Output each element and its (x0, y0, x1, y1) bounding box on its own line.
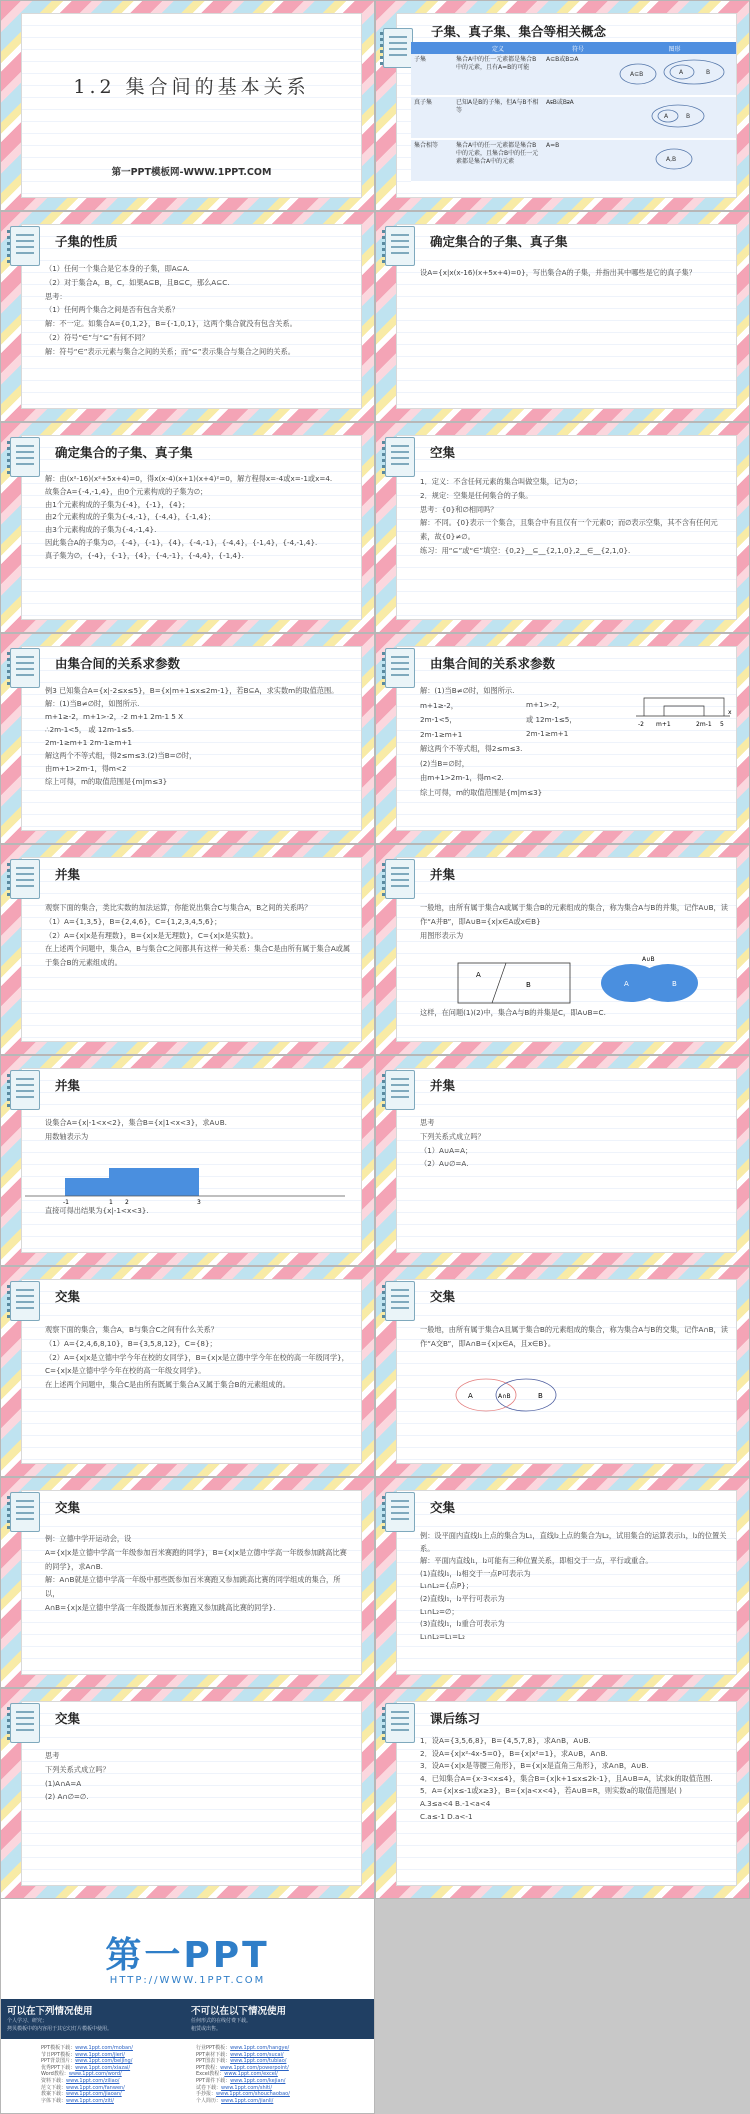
venn-label: A (476, 971, 481, 979)
notebook-icon (385, 1070, 415, 1110)
row-symbol: A⊆B或B⊇A (543, 54, 613, 96)
slide-find-subsets-question[interactable] (375, 211, 750, 422)
slide-find-subsets-answer[interactable] (0, 422, 375, 633)
link-url[interactable]: www.1ppt.com/ziti/ (66, 2097, 114, 2104)
can-use-item: 个人学习、研究； (7, 2018, 48, 2024)
text-line: （1）A∪A=A； (420, 1145, 473, 1155)
text-line: 综上可得，m的取值范围是{m|m≤3} (420, 787, 543, 797)
text-line: 2．规定：空集是任何集合的子集。 (420, 490, 533, 500)
axis-label: 2 (125, 1199, 129, 1206)
slide-union-example[interactable] (0, 1055, 375, 1266)
text-line: 解：不一定。如集合A={0,1,2}，B={-1,0,1}，这两个集合就没有包含关系。 (45, 319, 297, 329)
slide-concepts[interactable] (375, 0, 750, 211)
can-use-item: 拷贝模板中的内容用于其它幻灯片模板中使用。 (7, 2026, 113, 2032)
venn-label: A (679, 69, 684, 76)
link-url[interactable]: www.1ppt.com/moban/ (75, 2045, 133, 2051)
number-line-diagram (634, 692, 734, 732)
link-label: 范文下载： (41, 2084, 67, 2091)
link-url[interactable]: www.1ppt.com/shouchaobao/ (216, 2091, 290, 2098)
axis-label: -2 (638, 721, 644, 728)
text-line: 解：由(x²-16)(x²+5x+4)=0，得x(x-4)(x+1)(x+4)²=0，解方程得x=-4或x=-1或x=4. (45, 474, 333, 483)
text-line: (3)直线l₁，l₂重合可表示为 (420, 1619, 505, 1629)
slide-parameter-example[interactable] (0, 633, 375, 844)
slide-title: 交集 (430, 1289, 456, 1304)
notebook-icon (385, 1703, 415, 1743)
text-line: A∩B={x|x是立德中学高一年级既参加百米赛跑又参加跳高比赛的同学}. (45, 1602, 276, 1612)
text-line: 5．A={x|x≤-1或x≥3}，B={x|a<x<4}，若A∪B=R，则实数a的取值范围是( ) (420, 1786, 682, 1796)
row-definition: 集合A中的任一元素都是集合B中的元素，且集合B中的任一元素都是集合A中的元素 (453, 139, 543, 182)
notebook-icon (10, 1070, 40, 1110)
table-row (411, 54, 736, 96)
text-line: 或 12m-1≤5， (526, 714, 577, 724)
link-url[interactable]: www.1ppt.com/kejian/ (230, 2077, 286, 2084)
text-line: （2）A∪∅=A. (420, 1159, 469, 1169)
text-line: 思考 (420, 1118, 435, 1127)
slide-title: 交集 (55, 1500, 81, 1515)
link-label: PPT背景图片： (41, 2058, 76, 2065)
slide-title: 并集 (430, 1078, 456, 1093)
slide-intersection-think[interactable] (0, 1688, 375, 1899)
link-label: 教案下载： (41, 2091, 67, 2098)
text-line: 思考： (45, 291, 67, 301)
row-definition: 集合A中的任一元素都是集合B中的元素，且有A=B的可能 (453, 54, 543, 96)
interval-b (664, 706, 704, 716)
text-line: 由m+1>2m-1，得m<2 (45, 764, 127, 773)
text-line: 下列关系式成立吗？ (420, 1131, 485, 1141)
text-line: m+1≥-2， (420, 700, 458, 710)
link-row (41, 2091, 221, 2098)
link-url[interactable]: www.1ppt.com/word/ (68, 2071, 122, 2078)
interval-a (644, 698, 724, 716)
text-line: m+1≥-2，m+1>-2，-2 m+1 2m-1 5 X (45, 712, 184, 721)
text-line: 设集合A={x|-1<x<2}，集合B={x|1<x<3}，求A∪B. (45, 1118, 227, 1127)
slide-union-think[interactable] (375, 1055, 750, 1266)
link-url[interactable]: www.1ppt.com/shiti/ (221, 2084, 273, 2091)
notebook-icon (385, 1281, 415, 1321)
slide-body (420, 266, 729, 280)
venn-label: A (664, 113, 669, 120)
footer-promo (0, 1898, 375, 2114)
link-label: 手抄报： (196, 2091, 217, 2098)
slide-intersection-definition[interactable] (375, 1266, 750, 1477)
link-url[interactable]: www.1ppt.com/sucai/ (230, 2051, 284, 2058)
text-line: 思考：{0}和∅相同吗？ (420, 504, 498, 514)
notebook-icon (10, 1281, 40, 1321)
text-line: 在上述两个问题中，集合C是由所有既属于集合A又属于集合B的元素组成的。 (45, 1380, 290, 1390)
slide-paper (396, 224, 737, 409)
axis-label: -1 (63, 1199, 69, 1206)
subset-venn-diagram (616, 56, 726, 90)
text-line: 2m-1<5， (420, 715, 457, 724)
slide-body (420, 1735, 729, 1823)
slide-intersection-lines[interactable] (375, 1477, 750, 1688)
concept-table (411, 42, 736, 183)
venn-label: B (672, 980, 677, 988)
text-line: 由m+1>2m-1，得m<2. (420, 773, 504, 782)
text-line: (1)直线l₁，l₂相交于一点P可表示为 (420, 1568, 531, 1578)
text-line: 直接可得出结果为{x|-1<x<3}. (45, 1205, 149, 1215)
slide-title: 并集 (55, 867, 81, 882)
slide-body (45, 1532, 354, 1615)
divider-line (492, 963, 506, 1003)
text-line: 在上述两个问题中，集合A，B与集合C之间都具有这样一种关系：集合C是由所有属于集合A或属于集合B的元素组成的。 (45, 944, 351, 968)
link-row (196, 2091, 376, 2098)
text-line: 练习：用“⊆”或“∈”填空：{0,2}__⊆__{2,1,0},2__∈__{2,1,0}. (420, 545, 631, 555)
interval-b-bar (109, 1168, 199, 1196)
table-header: 图形 (613, 42, 736, 54)
text-line: 设A={x|x(x-16)(x+5x+4)=0}，写出集合A的子集，并指出其中哪些是它的真子集？ (420, 268, 696, 277)
link-row (196, 2071, 376, 2078)
link-url[interactable]: www.1ppt.com/excel/ (224, 2071, 278, 2078)
row-name: 子集 (411, 54, 453, 96)
text-line: （2）A={x|x是有理数}，B={x|x是无理数}，C={x|x是实数}。 (45, 930, 258, 940)
cannot-use-item: 任何形式的在线付费下载。 (191, 2018, 252, 2024)
link-label: 字体下载： (41, 2097, 67, 2104)
link-label: 优秀PPT下载： (41, 2064, 76, 2071)
link-url[interactable]: www.1ppt.com/tubiao/ (230, 2058, 287, 2065)
text-line: 观察下面的集合，集合A，B与集合C之间有什么关系？ (45, 1325, 218, 1334)
text-line: 解：平面内直线l₁，l₂可能有三种位置关系，即相交于一点，平行或重合。 (420, 1556, 653, 1566)
table-row (411, 96, 736, 139)
venn-label: A (468, 1392, 473, 1400)
notebook-icon (383, 28, 413, 68)
link-label: PPT教程： (196, 2064, 221, 2071)
table-header-row (411, 42, 736, 54)
table-header: 符号 (543, 42, 613, 54)
slide-title: 交集 (430, 1500, 456, 1515)
text-line: （2）对于集合A，B，C，如果A⊆B，且B⊆C，那么A⊆C. (45, 277, 230, 287)
slide-empty-set[interactable] (375, 422, 750, 633)
text-line: (2)当B=∅时， (420, 758, 469, 768)
link-row (41, 2098, 221, 2105)
text-line: (2) A∩∅=∅. (45, 1792, 89, 1802)
text-line: A.3≤a<4 B.-1<a<4 (420, 1798, 491, 1808)
link-url[interactable]: www.1ppt.com/jianli/ (221, 2097, 274, 2104)
link-url[interactable]: www.1ppt.com/jiaoan/ (66, 2091, 122, 2098)
text-line: 4．已知集合A={x-3<x≤4}，集合B={x|k+1≤x≤2k-1}，且A∪B=A，试求k的取值范围. (420, 1773, 713, 1783)
links-right (196, 2045, 376, 2104)
axis-label: 3 (197, 1199, 201, 1206)
text-line: L₁∩L₂={点P}； (420, 1581, 473, 1591)
axis-label: 2m-1 (696, 721, 712, 728)
venn-circle-b (638, 964, 698, 1002)
text-line: (2)直线l₁，l₂平行可表示为 (420, 1593, 505, 1603)
link-label: PPT图表下载： (196, 2058, 231, 2065)
link-label: PPT素材下载： (196, 2051, 231, 2058)
link-row (196, 2098, 376, 2105)
text-line: 解这两个不等式组，得2≤m≤3. (420, 744, 523, 753)
text-line: 故集合A={-4,-1,4}，由0个元素构成的子集为∅； (45, 486, 208, 496)
usage-notice (1, 1999, 374, 2039)
cannot-use-title: 不可以在以下情况使用 (191, 2006, 287, 2017)
slide-body (420, 475, 729, 558)
link-label: Excel教程： (196, 2071, 225, 2078)
notebook-icon (385, 1492, 415, 1532)
text-line: L₁∩L₂=L₁=L₂ (420, 1631, 465, 1641)
slide-body (45, 684, 354, 788)
text-line: 3．设A={x|x是等腰三角形}，B={x|x是直角三角形}，求A∩B，A∪B. (420, 1761, 649, 1771)
slide-intersection-intro[interactable] (0, 1266, 375, 1477)
text-line: （1）任何两个集合之间是否有包含关系？ (45, 305, 179, 315)
text-line: 1．定义：不含任何元素的集合叫做空集，记为∅； (420, 477, 582, 486)
slide-title: 并集 (55, 1078, 81, 1093)
slide-title: 空集 (430, 445, 456, 460)
notebook-icon (10, 437, 40, 477)
equal-set-venn-diagram (616, 142, 726, 176)
text-line: 真子集为∅，{-4}，{-1}，{4}，{-4,-1}，{-4,4}，{-1,4}. (45, 550, 244, 560)
slide-title: 交集 (55, 1289, 81, 1304)
notebook-icon (10, 1703, 40, 1743)
slide-title: 子集的性质 (55, 234, 118, 249)
venn-label: A∪B (642, 956, 655, 963)
table-header: 定义 (453, 42, 543, 54)
venn-label: B (526, 981, 531, 989)
link-label: 个人简历： (196, 2097, 222, 2104)
axis-label: m+1 (656, 721, 671, 728)
proper-subset-venn-diagram (616, 99, 726, 133)
text-line: 这样，在问题(1)(2)中，集合A与B的并集是C，即A∪B=C. (420, 1008, 606, 1018)
link-url[interactable]: www.1ppt.com/xiazai/ (75, 2064, 131, 2071)
text-line: 下列关系式成立吗？ (45, 1764, 110, 1774)
venn-label: B (686, 113, 691, 120)
slide-title: 交集 (55, 1711, 81, 1726)
slide-cover[interactable] (0, 0, 375, 211)
slide-paper (396, 1279, 737, 1464)
text-line: C.a≤-1 D.a<-1 (420, 1811, 473, 1821)
axis-label: 1 (109, 1199, 113, 1206)
text-line: 解：符号“∈”表示元素与集合之间的关系；而“⊆”表示集合与集合之间的关系。 (45, 346, 295, 356)
notebook-icon (385, 648, 415, 688)
notebook-icon (385, 437, 415, 477)
table-header (411, 42, 453, 54)
slide-title: 子集、真子集、集合等相关概念 (431, 24, 607, 39)
text-line: 解：A∩B就是立德中学高一年级中那些既参加百米赛跑又参加跳高比赛的同学组成的集合，所以， (45, 1575, 341, 1599)
text-line: 解：不同。{0}表示一个集合，且集合中有且仅有一个元素0；而∅表示空集，其不含有任何元素，故{0}≠∅。 (420, 518, 718, 542)
text-line: 2m-1≥m+1 (526, 729, 569, 738)
link-label: PPT课件下载： (196, 2077, 231, 2084)
text-line: （1）A={2,4,6,8,10}，B={3,5,8,12}，C={8}； (45, 1338, 217, 1348)
text-line: A={x|x是立德中学高一年级参加百米赛跑的同学}，B={x|x是立德中学高一年级参加跳高比赛的同学}，求A∩B. (45, 1547, 347, 1571)
row-definition: 已知A是B的子集，但A与B不相等 (453, 96, 543, 139)
slide-body (45, 473, 354, 563)
text-line: 由1个元素构成的子集为{-4}，{-1}，{4}； (45, 499, 190, 509)
slide-body (45, 901, 354, 970)
slide-union-intro[interactable] (0, 844, 375, 1055)
text-line: 综上可得，m的取值范围是{m|m≤3} (45, 777, 168, 786)
slide-subset-properties[interactable] (0, 211, 375, 422)
venn-label: B (706, 69, 711, 76)
text-line: 1．设A={3,5,6,8}，B={4,5,7,8}，求A∩B，A∪B. (420, 1736, 591, 1745)
cover-title: 1.2 集合间的基本关系 (73, 76, 310, 98)
text-line: 一般地，由所有属于集合A且属于集合B的元素组成的集合，称为集合A与B的交集，记作A∩B，读作“A交B”，即A∩B={x|x∈A，且x∈B}。 (420, 1325, 728, 1348)
slide-body (45, 262, 354, 359)
slide-body (420, 1530, 729, 1643)
venn-label: B (538, 1392, 543, 1400)
text-line: 解这两个不等式组，得2≤m≤3.(2)当B=∅时， (45, 751, 197, 760)
text-line: 一般地，由所有属于集合A或属于集合B的元素组成的集合，称为集合A与B的并集，记作A∪B，读作“A并B”，即A∪B={x|x∈A或x∈B} (420, 903, 728, 926)
cannot-use-block (191, 2003, 371, 2033)
notebook-icon (10, 1492, 40, 1532)
text-line: （2）A={x|x是立德中学今年在校的女同学}，B={x|x是立德中学今年在校的高一年级同学}，C={x|x是立德中学今年在校的高一年级女同学}。 (45, 1352, 349, 1376)
text-line: 例3 已知集合A={x|-2≤x≤5}，B={x|m+1≤x≤2m-1}，若B⊆A，求实数m的取值范围。 (45, 686, 339, 695)
link-url[interactable]: www.1ppt.com/powerpoint/ (220, 2064, 289, 2071)
text-line: 用图形表示为 (420, 930, 464, 940)
link-row (196, 2045, 376, 2052)
can-use-title: 可以在下列情况使用 (7, 2006, 93, 2017)
cover-subtitle: 第一PPT模板网-WWW.1PPT.COM (111, 167, 272, 178)
slide-union-definition[interactable] (375, 844, 750, 1055)
text-line: 例：设平面内直线l₁上点的集合为L₁，直线l₂上点的集合为L₂，试用集合的运算表示l₁，l₂的位置关系。 (420, 1531, 727, 1553)
notebook-icon (385, 859, 415, 899)
slide-title: 确定集合的子集、真子集 (55, 445, 193, 460)
notebook-icon (10, 648, 40, 688)
links-left (41, 2045, 221, 2104)
notebook-icon (10, 226, 40, 266)
text-line: 2m-1≥m+1 2m-1≥m+1 (45, 738, 133, 747)
cannot-use-item: 租赁或出售。 (191, 2026, 222, 2032)
link-label: 资料下载： (41, 2077, 67, 2084)
link-row (41, 2078, 221, 2085)
link-label: 节日PPT模板： (41, 2051, 76, 2058)
notebook-icon (10, 859, 40, 899)
axis-label: 5 (720, 721, 724, 728)
table-row (411, 139, 736, 182)
brand-logo: 第一PPT (105, 1935, 270, 1976)
text-line: 解：(1)当B≠∅时，如图所示. (45, 699, 140, 708)
row-name: 真子集 (411, 96, 453, 139)
link-label: PPT模板下载： (41, 2045, 76, 2051)
text-line: 观察下面的集合，类比实数的加法运算，你能说出集合C与集合A，B之间的关系吗？ (45, 903, 312, 912)
text-line: 2．设A={x|x²-4x-5=0}，B={x|x²=1}，求A∪B，A∩B. (420, 1748, 608, 1758)
union-number-line (25, 1160, 345, 1206)
slide-body (420, 1323, 729, 1351)
slide-body (45, 1749, 354, 1804)
link-row (196, 2058, 376, 2065)
link-label: Word教程： (41, 2071, 69, 2078)
link-row (196, 2078, 376, 2085)
text-line: （2）符号“∈”与“⊆”有何不同？ (45, 332, 149, 342)
venn-cell (613, 54, 736, 96)
text-line: （1）A={1,3,5}，B={2,4,6}，C={1,2,3,4,5,6}； (45, 916, 222, 926)
union-venn-diagram (456, 953, 726, 1011)
text-line: 2m-1≥m+1 (420, 729, 463, 739)
link-label: 行业PPT模板： (196, 2045, 231, 2051)
slide-title: 由集合间的关系求参数 (430, 656, 556, 671)
slide-body (420, 1116, 729, 1171)
slide-title: 并集 (430, 867, 456, 882)
row-symbol: A⫋B或B⫌A (543, 96, 613, 139)
text-line: （1）任何一个集合是它本身的子集，即A⊆A. (45, 264, 190, 273)
venn-label: A⊆B (630, 71, 644, 78)
link-url[interactable]: www.1ppt.com/beijing/ (75, 2058, 133, 2065)
text-line: ∴2m-1<5， 或 12m-1≤5. (45, 725, 135, 734)
link-row (41, 2071, 221, 2078)
link-label: 试卷下载： (196, 2084, 222, 2091)
text-line: 由3个元素构成的子集为{-4,-1,4}. (45, 525, 157, 535)
text-line: 思考 (45, 1751, 60, 1760)
row-symbol: A=B (543, 139, 613, 182)
text-line: 解：(1)当B≠∅时，如图所示. (420, 686, 515, 695)
slide-intersection-example[interactable] (0, 1477, 375, 1688)
link-row (41, 2058, 221, 2065)
intersection-venn-diagram (446, 1375, 566, 1415)
link-url[interactable]: www.1ppt.com/hangye/ (230, 2045, 290, 2051)
rect-diagram (458, 963, 570, 1003)
venn-label: A (624, 980, 629, 988)
slide-title: 确定集合的子集、真子集 (430, 234, 568, 249)
link-url[interactable]: www.1ppt.com/fanwen/ (66, 2084, 125, 2091)
text-line: 由2个元素构成的子集为{-4,-1}，{-4,4}，{-1,4}； (45, 512, 216, 522)
slide-body (45, 1323, 354, 1392)
brand-url[interactable]: HTTP://WWW.1PPT.COM (109, 1975, 266, 1986)
slide-paper (396, 13, 737, 198)
text-line: 例：立德中学开运动会，设 (45, 1534, 132, 1543)
text-line: (1)A∩A=A (45, 1778, 82, 1788)
link-url[interactable]: www.1ppt.com/ziliao/ (66, 2077, 120, 2084)
slide-parameter-solution[interactable] (375, 633, 750, 844)
can-use-block (7, 2003, 187, 2033)
venn-cell (613, 96, 736, 139)
row-name: 集合相等 (411, 139, 453, 182)
venn-label: A,B (666, 156, 677, 163)
venn-label: A∩B (498, 1393, 511, 1400)
slide-title: 课后练习 (430, 1711, 481, 1726)
notebook-icon (385, 226, 415, 266)
axis-label: x (728, 709, 732, 716)
text-line: 用数轴表示为 (45, 1131, 89, 1141)
slide-paper (21, 13, 362, 198)
slide-exercises[interactable] (375, 1688, 750, 1899)
text-line: m+1>-2， (526, 700, 564, 709)
link-row (41, 2045, 221, 2052)
venn-cell (613, 139, 736, 182)
slide-title: 由集合间的关系求参数 (55, 656, 181, 671)
link-url[interactable]: www.1ppt.com/jieri/ (75, 2051, 125, 2058)
text-line: L₁∩L₂=∅； (420, 1606, 459, 1616)
text-line: 因此集合A的子集为∅，{-4}，{-1}，{4}，{-4,-1}，{-4,4}，{-1,4}，{-4,-1,4}. (45, 537, 318, 547)
